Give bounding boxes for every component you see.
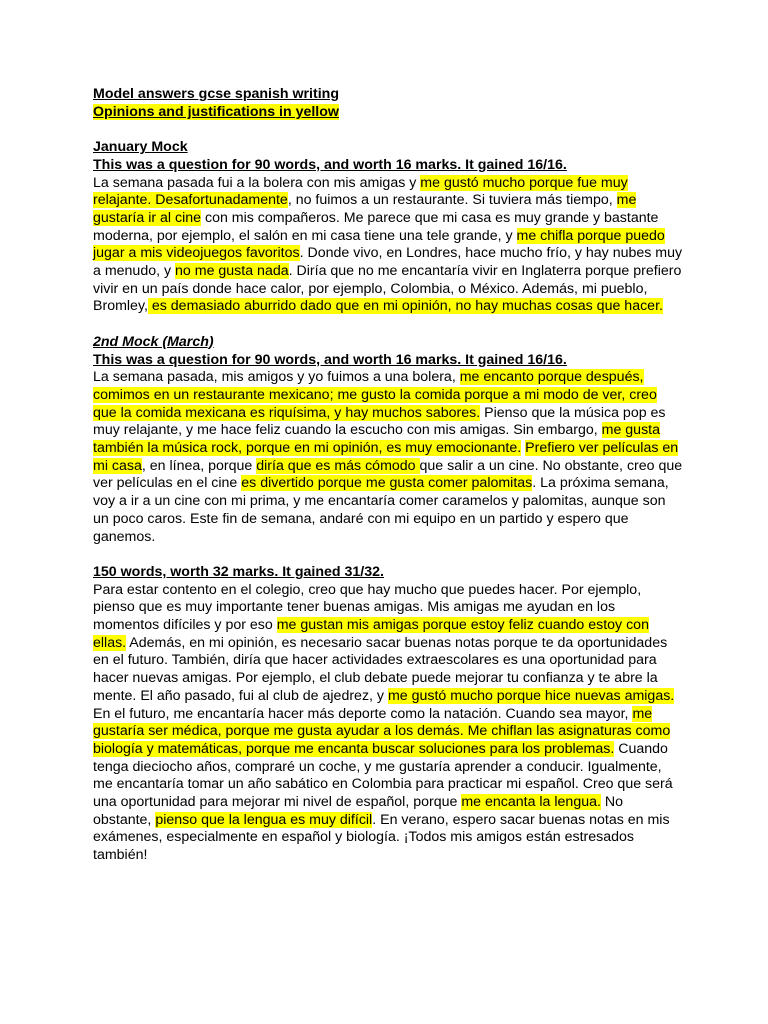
answer-paragraph <box>93 369 683 546</box>
text-segment: . Diría que no me encantaría vivir en Inglaterra porque prefiero vivir en un país donde hace calor, por ejemplo, Colombia, o México. Además, mi pueblo, Bromley, <box>93 263 682 315</box>
highlighted-opinion: me gustan mis amigas porque estoy feliz cuando estoy con ellas. <box>93 617 649 651</box>
spacer <box>93 316 683 334</box>
text-segment: Cuando tenga dieciocho años, compraré un coche, y me gustaría aprender a conducir. Igualmente, me encantaría tomar un año sabático en Colombia para practicar mi español. Creo que será una oportunidad para mejorar mi nivel de español, porque <box>93 740 673 811</box>
text-segment: Pienso que la música pop es muy relajante, y me hace feliz cuando la escucho con mis amigas. Sin embargo, <box>93 404 666 439</box>
section-subheading: This was a question for 90 words, and worth 16 marks. It gained 16/16. <box>93 351 567 368</box>
spacer <box>93 546 683 564</box>
text-segment: Además, en mi opinión, es necesario sacar buenas notas porque te da oportunidades en el futuro. También, diría que hacer actividades extraescolares es una oportunidad para hacer nuevas amigas. Por ejemplo, el club debate puede mejorar tu confianza y te abre la mente. El año pasado, fui al club de ajedrez, y <box>93 634 668 704</box>
text-segment: que salir a un cine. No obstante, creo que ver películas en el cine <box>93 457 683 492</box>
text-segment: . Donde vivo, en Londres, hace mucho frío, y hay nubes muy a menudo, y <box>93 245 683 280</box>
highlighted-opinion: me gustó mucho porque hice nuevas amigas. <box>387 687 675 704</box>
section-subheading: This was a question for 90 words, and worth 16 marks. It gained 16/16. <box>93 156 567 173</box>
highlighted-opinion: no me gusta nada <box>175 263 289 280</box>
highlighted-opinion: me gustó mucho porque fue muy relajante. Desafortunadamente <box>93 174 628 209</box>
highlighted-opinion: es demasiado aburrido dado que en mi opinión, no hay muchas cosas que hacer. <box>147 298 663 315</box>
section-subheading: 150 words, worth 32 marks. It gained 31/32. <box>93 563 384 580</box>
document-subtitle: Opinions and justifications in yellow <box>93 103 339 120</box>
section-heading: January Mock <box>93 139 188 156</box>
highlighted-opinion: me gustaría ser médica, porque me gusta ayudar a los demás. Me chiflan las asignaturas como biología y matemáticas, porque me encanta buscar soluciones para los problemas. <box>93 705 671 757</box>
text-segment: Para estar contento en el colegio, creo que hay mucho que puedes hacer. Por ejemplo, pienso que es muy importante tener buenas amigas. Mis amigas me ayudan en los momentos difíciles y por eso <box>93 581 642 634</box>
highlighted-opinion: Prefiero ver películas en mi casa <box>93 440 679 474</box>
highlighted-opinion: es divertido porque me gusta comer palomitas <box>241 475 533 492</box>
text-segment: . La próxima semana, voy a ir a un cine con mi prima, y me encantaría comer caramelos y palomitas, aunque son un poco caros. Este fin de semana, andaré con mi equipo en un partido y espero que ganemos. <box>93 475 669 545</box>
text-segment: . En verano, espero sacar buenas notas en mis exámenes, especialmente en español y biología. ¡Todos mis amigos están estresados también! <box>93 811 670 864</box>
text-segment: La semana pasada fui a la bolera con mis amigas y <box>93 174 421 191</box>
document-page <box>93 86 683 865</box>
text-segment: con mis compañeros. Me parece que mi casa es muy grande y bastante moderna, por ejemplo, el salón en mi casa tiene una tele grande, y <box>93 209 659 244</box>
text-segment: , en línea, porque <box>141 457 257 474</box>
text-segment: La semana pasada, mis amigos y yo fuimos a una bolera, <box>93 369 460 386</box>
sections-container <box>93 139 683 865</box>
text-segment: , no fuimos a un restaurante. Si tuviera más tiempo, <box>287 192 617 209</box>
text-segment: No obstante, <box>93 794 624 828</box>
section-heading: 2nd Mock (March) <box>93 333 214 350</box>
highlighted-opinion: diría que es más cómodo <box>256 457 420 474</box>
highlighted-opinion: me encanto porque después, comimos en un restaurante mexicano; me gusto la comida porque a mi modo de ver, creo que la comida mexicana es riquísima, y hay muchos sabores. <box>93 369 657 421</box>
highlighted-opinion: me encanta la lengua. <box>461 794 601 811</box>
highlighted-opinion: me gustaría ir al cine <box>93 192 637 226</box>
text-segment: En el futuro, me encantaría hacer más deporte como la natación. Cuando sea mayor, <box>93 705 633 722</box>
answer-paragraph <box>93 582 683 865</box>
highlighted-opinion: me chifla porque puedo jugar a mis videojuegos favoritos <box>93 227 665 262</box>
spacer <box>93 121 683 139</box>
answer-paragraph <box>93 175 683 317</box>
highlighted-opinion: me gusta también la música rock, porque en mi opinión, es muy emocionante. <box>93 422 660 457</box>
highlighted-opinion: pienso que la lengua es muy difícil <box>155 811 373 828</box>
document-title: Model answers gcse spanish writing <box>93 86 339 102</box>
